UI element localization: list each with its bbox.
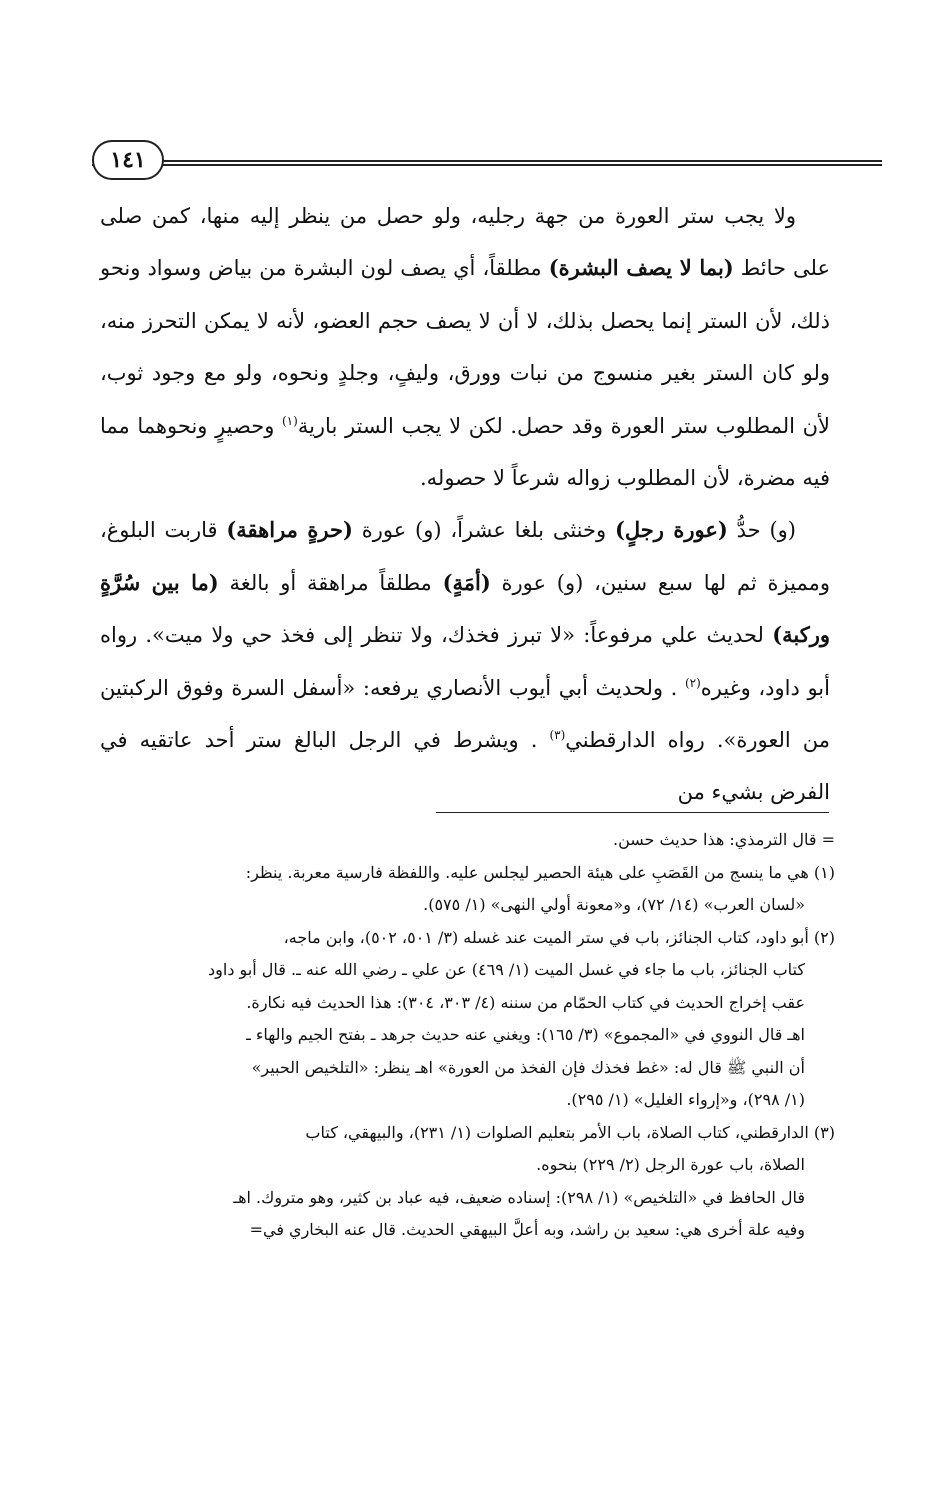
text-run: وخنثى بلغا عشراً، (و) عورة [352, 518, 615, 543]
bold-phrase: (أمَةٍ) [442, 569, 491, 595]
footnote-ref[interactable]: (١) [281, 413, 298, 428]
text-run: (و) حدُّ [727, 518, 796, 543]
text-run: قاربت البلوغ، ومميزة ثم لها سبع سنين، (و) عورة [100, 518, 830, 595]
footnote-2-line: أن النبي ﷺ قال له: «غط فخذك فإن الفخذ من العورة» اهـ ينظر: «التلخيص الحبير» [251, 1057, 805, 1077]
text-run: مطلقاً مراهقة أو بالغة [218, 570, 443, 595]
footnote-continuation: = قال الترمذي: هذا حديث حسن. [612, 830, 835, 849]
footnote-3-line: الصلاة، باب عورة الرجل (٢/ ٢٢٩) بنحوه. [536, 1155, 805, 1174]
bold-phrase: (عورة رجلٍ) [614, 517, 728, 543]
paragraph-2 [100, 504, 830, 818]
text-run: . ولحديث أبي أيوب الأنصاري يرفعه: «أسفل السرة وفوق الركبتين من العورة». رواه الدارقطني [100, 675, 830, 753]
main-text [100, 190, 830, 819]
footnote-ref[interactable]: (٣) [549, 728, 566, 743]
bold-phrase: (بما لا يصف البشرة) [548, 255, 734, 281]
page-header [92, 138, 882, 186]
text-run: وحصيرٍ ونحوهما مما فيه مضرة، لأن المطلوب زواله شرعاً لا حصوله. [100, 413, 830, 491]
footnote-3-line: قال الحافظ في «التلخيص» (١/ ٢٩٨): إسناده ضعيف، فيه عباد بن كثير، وهو متروك. اهـ [233, 1187, 805, 1207]
footnote-1: (١) هي ما ينسج من القَصَبِ على هيئة الحصير ليجلس عليه. واللفظة فارسية معربة. ينظر: [245, 862, 835, 882]
footnote-2-line: اهـ قال النووي في «المجموع» (٣/ ١٦٥): ويغني عنه حديث جرهد ـ بفتح الجيم والهاء ـ [246, 1025, 805, 1044]
bold-phrase: (ما بين سُرَّةٍ وركبة) [100, 569, 830, 648]
footnote-1-line: «لسان العرب» (١٤/ ٧٢)، و«معونة أولي النهى» (١/ ٥٧٥). [423, 895, 805, 914]
bold-phrase: (حرةٍ مراهقة) [226, 517, 353, 543]
footnote-divider [436, 812, 829, 813]
page-number: ١٤١ [92, 140, 164, 180]
text-run: . ويشرط في الرجل البالغ ستر أحد عاتقيه في الفرض بشيء من [100, 728, 830, 805]
footnotes [100, 824, 835, 1247]
footnote-2-line: (١/ ٢٩٨)، و«إرواء الغليل» (١/ ٢٩٥). [566, 1090, 805, 1109]
text-run: مطلقاً، أي يصف لون البشرة من بياض وسواد ونحو ذلك، لأن الستر إنما يحصل بذلك، لا أن لا يصف حجم العضو، لأنه لا يمكن التحرز منه، ولو كان الستر بغير منسوج من نبات وورق، وليفٍ، وجلدٍ ونحوه، ولو مع وجود ثوب، لأن المطلوب ستر العورة وقد حصل. لكن لا يجب الستر بارية [100, 256, 831, 438]
paragraph-1 [100, 190, 830, 504]
header-rule [92, 160, 882, 165]
footnote-ref[interactable]: (٢) [684, 675, 701, 690]
text-run: ولا يجب ستر العورة من جهة رجليه، ولو حصل من ينظر إليه منها، كمن صلى على حائط [100, 204, 830, 281]
footnote-2: (٢) أبو داود، كتاب الجنائز، باب في ستر الميت عند غسله (٣/ ٥٠١، ٥٠٢)، وابن ماجه، [283, 927, 835, 947]
footnote-3: (٣) الدارقطني، كتاب الصلاة، باب الأمر بتعليم الصلوات (١/ ٢٣١)، والبيهقي، كتاب [305, 1122, 835, 1142]
footnote-3-line: وفيه علة أخرى هي: سعيد بن راشد، وبه أعلَّ البيهقي الحديث. قال عنه البخاري في= [249, 1220, 805, 1239]
footnote-2-line: عقب إخراج الحديث في كتاب الحمّام من سننه (٤/ ٣٠٣، ٣٠٤): هذا الحديث فيه نكارة. [246, 992, 805, 1012]
text-run: لحديث علي مرفوعاً: «لا تبرز فخذك، ولا تنظر إلى فخذ حي ولا ميت». رواه أبو داود، وغيره [100, 623, 830, 700]
footnote-2-line: كتاب الجنائز، باب ما جاء في غسل الميت (١/ ٤٦٩) عن علي ـ رضي الله عنه ـ. قال أبو داود [208, 960, 805, 979]
